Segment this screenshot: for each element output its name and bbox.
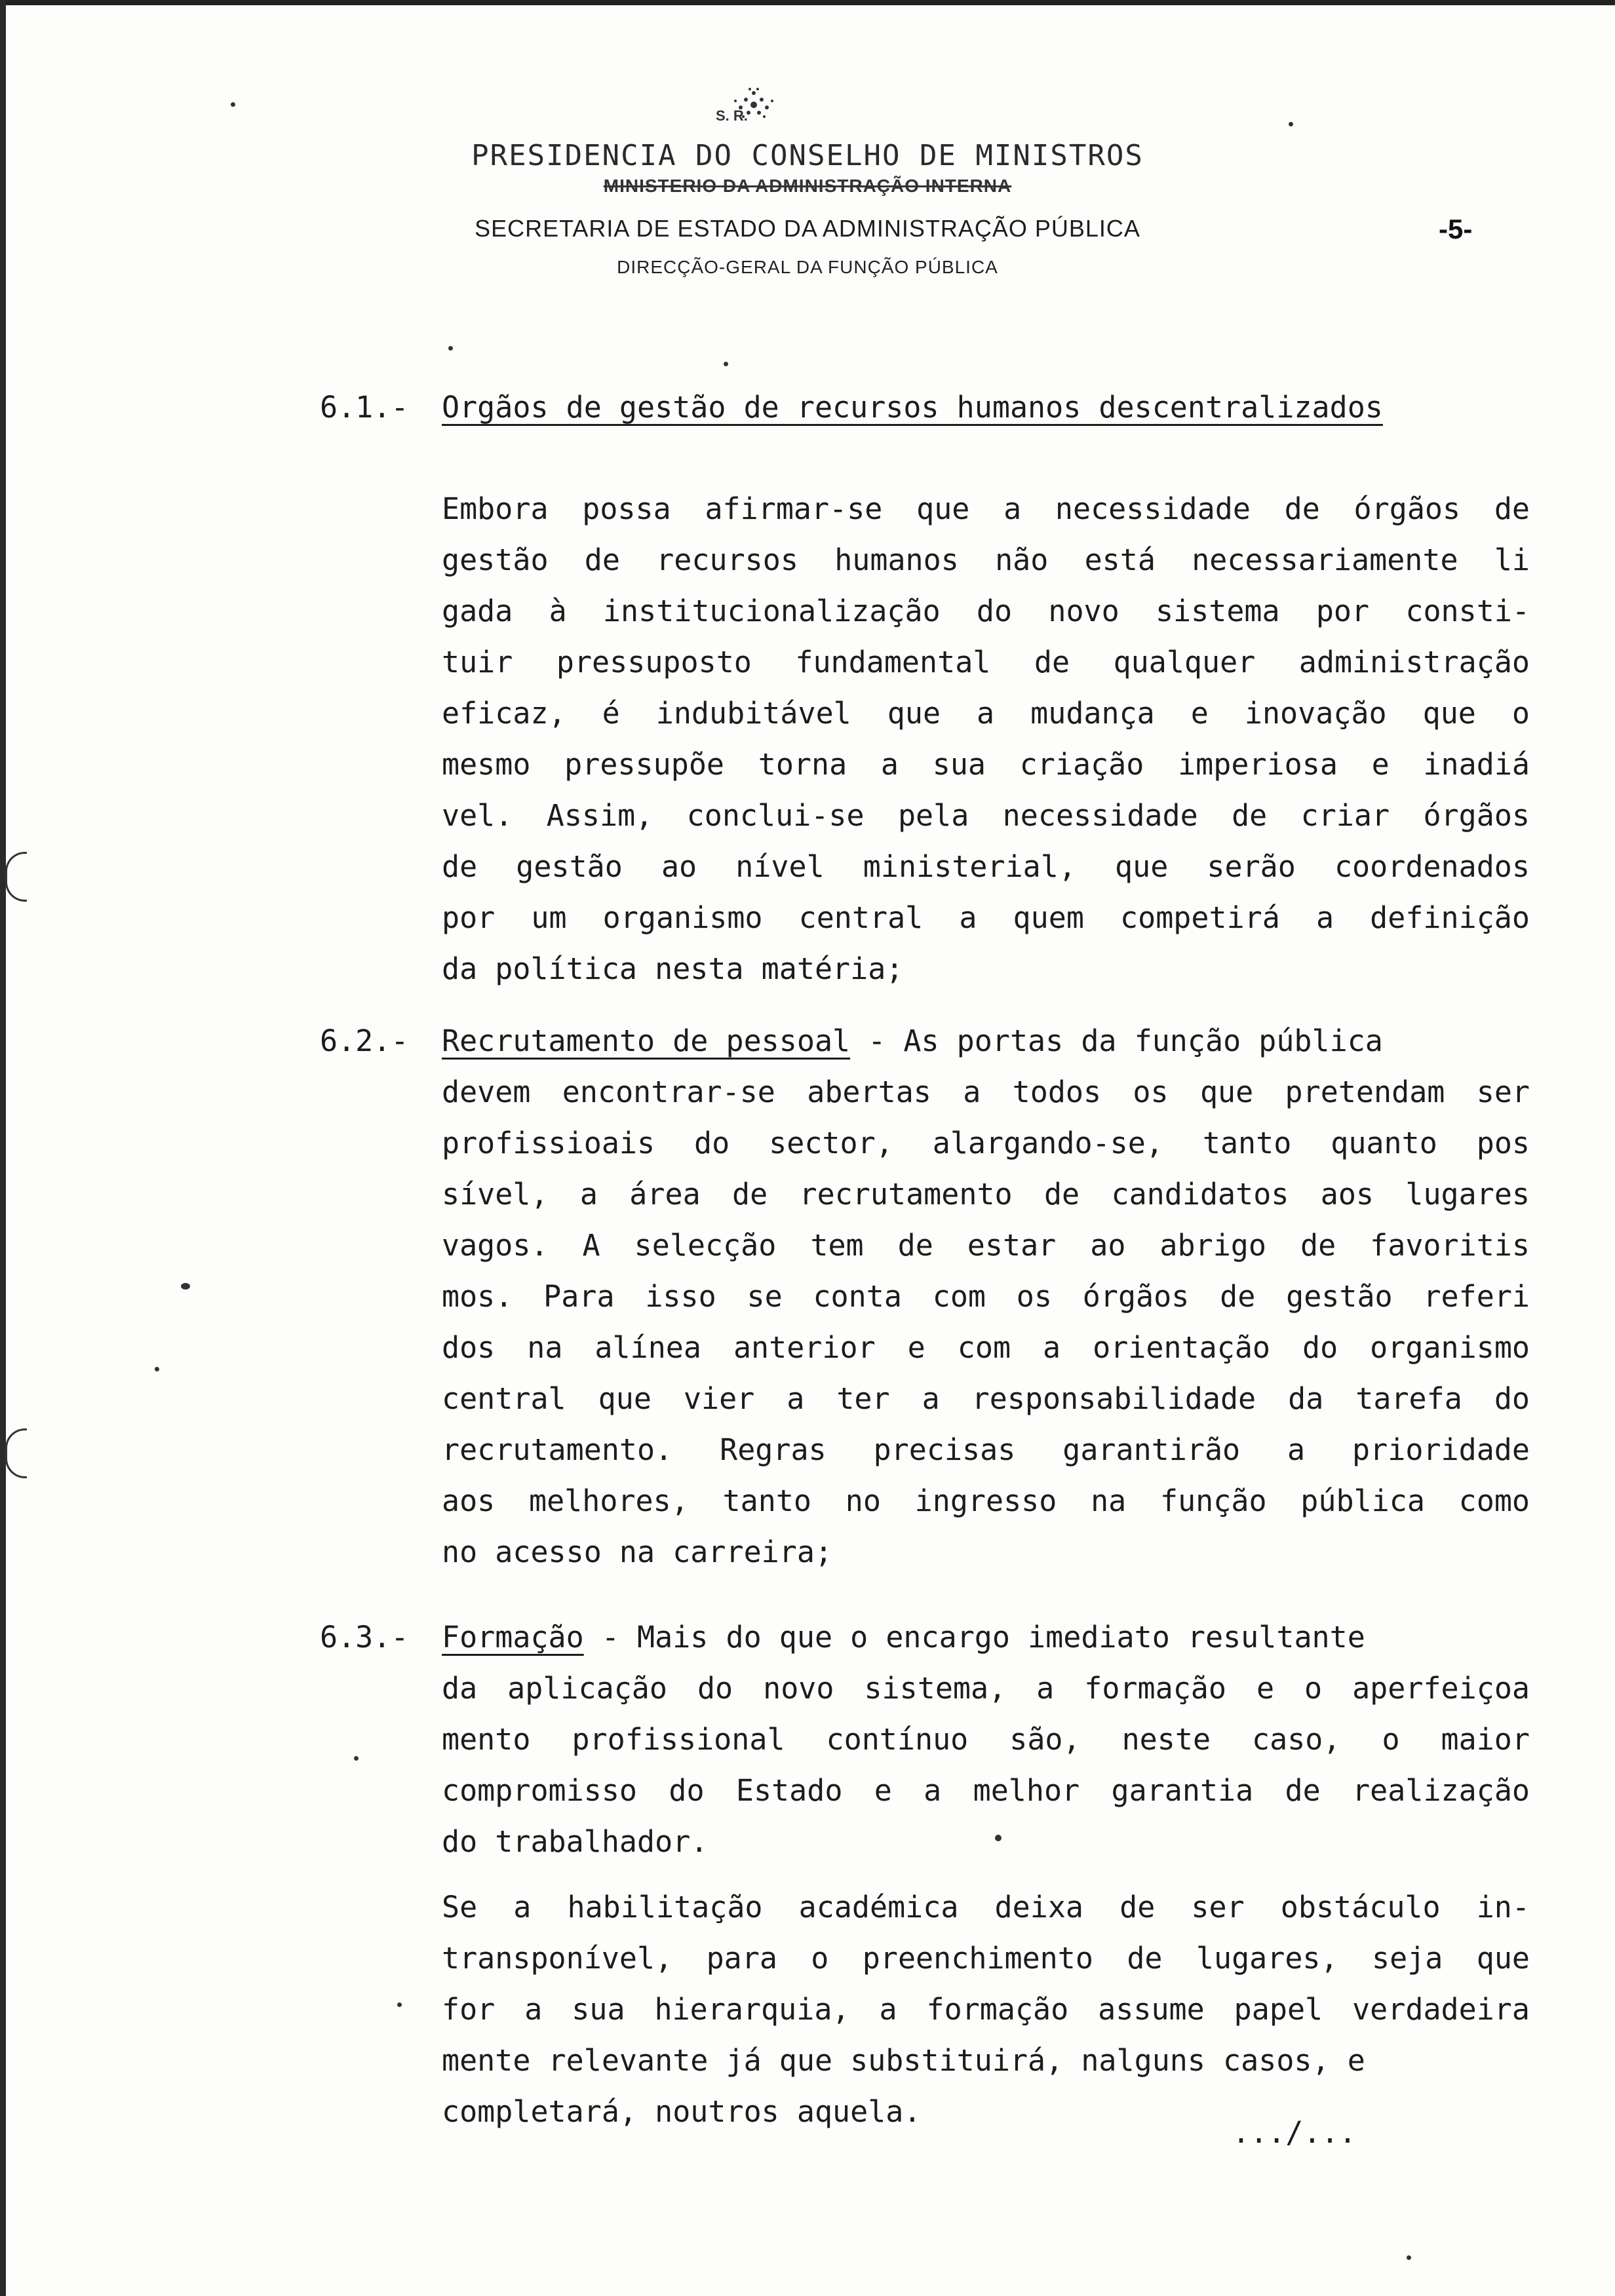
scan-left-edge: [0, 0, 6, 2296]
continuation-mark: .../...: [1232, 2115, 1357, 2150]
scan-speck: [1289, 122, 1293, 126]
paragraph-line: mente relevante já que substituirá, nalguns casos, e: [442, 2043, 1365, 2078]
seal-text: S. R.: [716, 107, 748, 124]
paragraph-line: central que vier a ter a responsabilidade da tarefa do: [442, 1381, 1530, 1416]
scan-binding-mark: [5, 1428, 27, 1478]
paragraph-line: tuir pressuposto fundamental de qualquer administração: [442, 645, 1530, 679]
paragraph-line: da política nesta matéria;: [442, 951, 904, 986]
paragraph-line: por um organismo central a quem competirá a definição: [442, 900, 1530, 935]
coat-of-arms-seal: [688, 79, 819, 138]
scan-speck: [181, 1283, 190, 1290]
paragraph-line: Se a habilitação académica deixa de ser obstáculo in-: [442, 1890, 1530, 1924]
letterhead-directorate: DIRECÇÃO-GERAL DA FUNÇÃO PÚBLICA: [617, 257, 998, 277]
letterhead-presidency: PRESIDENCIA DO CONSELHO DE MINISTROS: [471, 139, 1144, 172]
scan-speck: [231, 102, 235, 107]
section-heading-6-1: [442, 390, 1383, 425]
paragraph-line: profissioais do sector, alargando-se, tanto quanto pos: [442, 1126, 1530, 1160]
section-title-6-3: Formação: [442, 1620, 584, 1655]
paragraph-line: devem encontrar-se abertas a todos os que pretendam ser: [442, 1075, 1530, 1109]
paragraph-line: aos melhores, tanto no ingresso na função pública como: [442, 1483, 1530, 1518]
paragraph-line: sível, a área de recrutamento de candidatos aos lugares: [442, 1177, 1530, 1212]
paragraph-line: mesmo pressupõe torna a sua criação imperiosa e inadiá: [442, 747, 1530, 782]
paragraph-line: compromisso do Estado e a melhor garantia de realização: [442, 1773, 1530, 1808]
letterhead-secretariat: SECRETARIA DE ESTADO DA ADMINISTRAÇÃO PÚBLICA: [475, 215, 1140, 242]
paragraph-line: transponível, para o preenchimento de lugares, seja que: [442, 1941, 1530, 1976]
scan-speck: [995, 1835, 1002, 1841]
paragraph-line: recrutamento. Regras precisas garantirão a prioridade: [442, 1432, 1530, 1467]
paragraph-line: da aplicação do novo sistema, a formação e o aperfeiçoa: [442, 1671, 1530, 1706]
scan-top-edge: [0, 0, 1615, 5]
section-number-6-3: 6.3.-: [320, 1620, 409, 1655]
page-number: -5-: [1439, 214, 1473, 244]
scan-speck: [724, 362, 728, 366]
scan-speck: [448, 346, 453, 351]
paragraph-line: mento profissional contínuo são, neste caso, o maior: [442, 1722, 1530, 1757]
section-lead-6-3: - Mais do que o encargo imediato resultante: [583, 1620, 1365, 1655]
paragraph-line: vagos. A selecção tem de estar ao abrigo de favoritis: [442, 1228, 1530, 1263]
scan-speck: [354, 1756, 359, 1761]
scan-speck: [397, 2002, 402, 2007]
section-lead-6-2: - As portas da função pública: [850, 1024, 1383, 1058]
section-number-6-1: 6.1.-: [320, 390, 409, 425]
section-heading-6-2: [442, 1024, 1383, 1058]
section-title-6-1: Orgãos de gestão de recursos humanos descentralizados: [442, 390, 1383, 425]
paragraph-line: eficaz, é indubitável que a mudança e inovação que o: [442, 696, 1530, 731]
paragraph-line: vel. Assim, conclui-se pela necessidade de criar órgãos: [442, 798, 1530, 833]
paragraph-line: gestão de recursos humanos não está necessariamente li: [442, 543, 1530, 577]
paragraph-line: dos na alínea anterior e com a orientação do organismo: [442, 1330, 1530, 1365]
letterhead-ministry-struck: MINISTERIO DA ADMINISTRAÇÃO INTERNA: [603, 176, 1012, 196]
paragraph-line: gada à institucionalização do novo sistema por consti-: [442, 594, 1530, 628]
scan-speck: [155, 1367, 159, 1371]
paragraph-line: completará, noutros aquela.: [442, 2094, 922, 2129]
paragraph-line: do trabalhador.: [442, 1824, 709, 1859]
scan-speck: [1407, 2255, 1411, 2260]
paragraph-line: for a sua hierarquia, a formação assume papel verdadeira: [442, 1992, 1530, 2027]
paragraph-line: de gestão ao nível ministerial, que serão coordenados: [442, 849, 1530, 884]
paragraph-line: Embora possa afirmar-se que a necessidade de órgãos de: [442, 491, 1530, 526]
section-title-6-2: Recrutamento de pessoal: [442, 1024, 851, 1058]
scan-binding-mark: [5, 852, 27, 902]
paragraph-line: mos. Para isso se conta com os órgãos de gestão referi: [442, 1279, 1530, 1314]
section-heading-6-3: [442, 1620, 1365, 1655]
section-number-6-2: 6.2.-: [320, 1024, 409, 1058]
paragraph-line: no acesso na carreira;: [442, 1535, 833, 1569]
